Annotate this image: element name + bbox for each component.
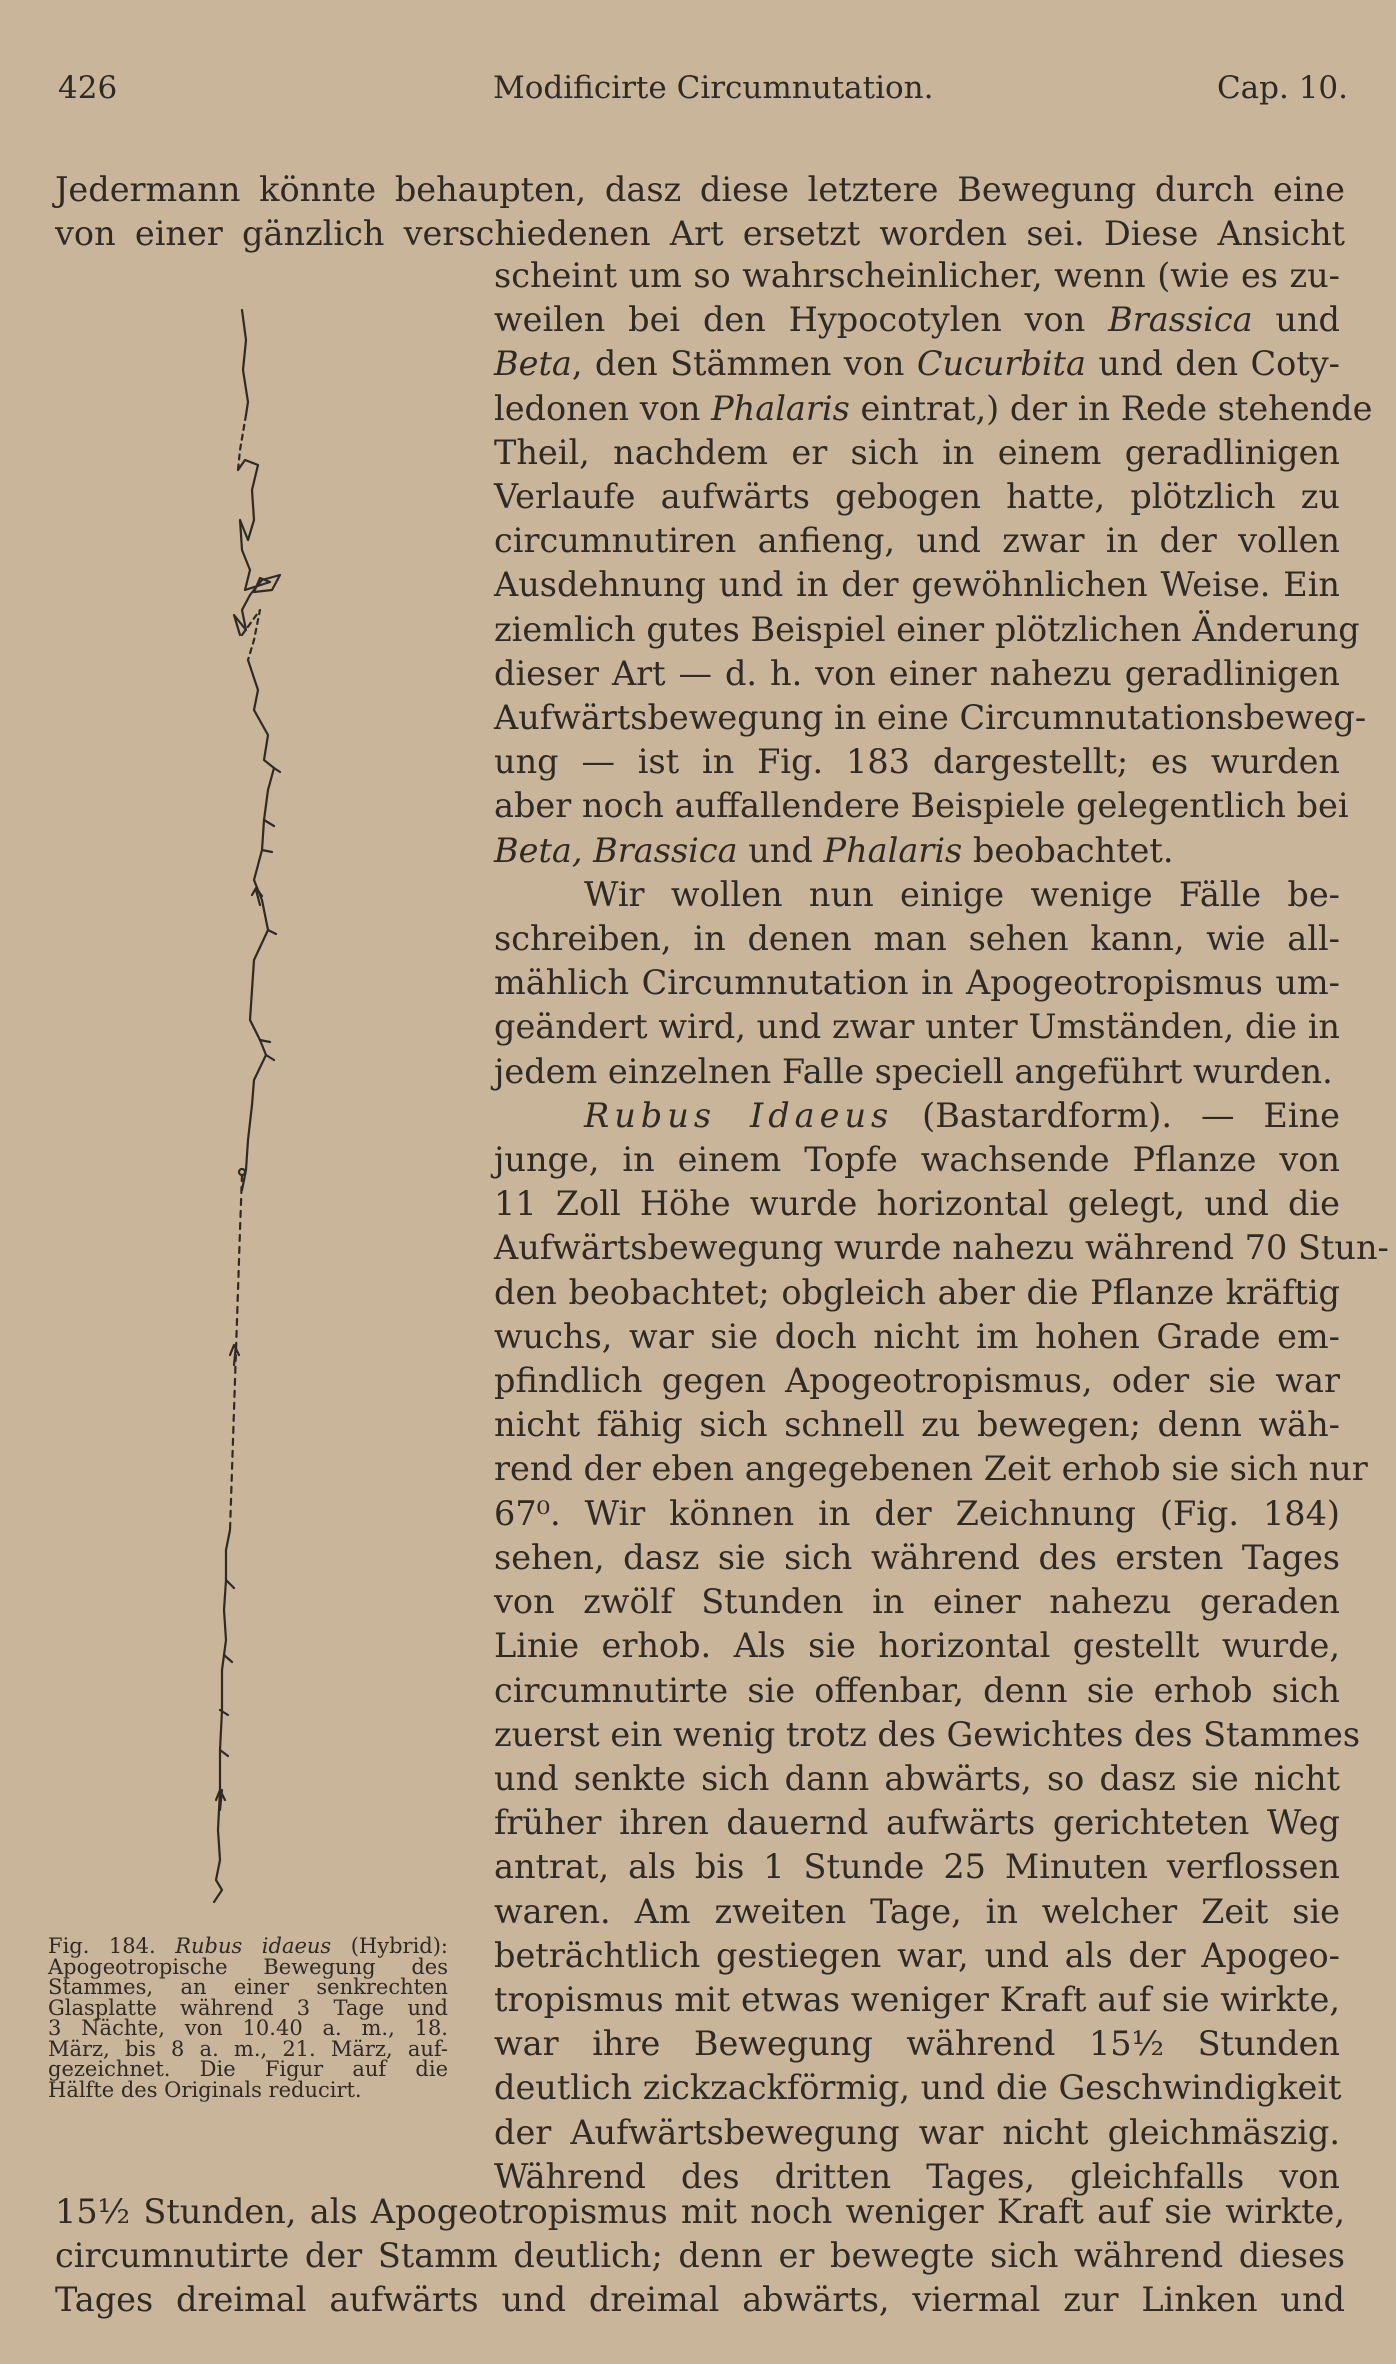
- figure-caption: [48, 1936, 448, 2100]
- text-line: zuerst ein wenig trotz des Gewichtes des Stammes: [494, 1714, 1361, 1754]
- text-line: und senkte sich dann abwärts, so dasz sie nicht: [494, 1758, 1340, 1798]
- text-line: beträchtlich gestiegen war, und als der Apogeo-: [494, 1935, 1340, 1975]
- taxon-name: Beta, Brassica: [494, 830, 738, 870]
- text-line: Beta, den Stämmen von Cucurbita und den Coty-: [494, 344, 1340, 384]
- text-line: jedem einzelnen Falle speciell angeführt wurden.: [494, 1051, 1333, 1091]
- text-line: scheint um so wahrscheinlicher, wenn (wie es zu-: [494, 256, 1340, 295]
- text-line: Jedermann könnte behaupten, dasz diese letztere Bewegung durch eine: [55, 170, 1345, 209]
- text-line: ung — ist in Fig. 183 dargestellt; es wurden: [494, 742, 1340, 782]
- text-line: rend der eben angegebenen Zeit erhob sie sich nur: [494, 1449, 1368, 1489]
- section-taxon: Rubus Idaeus: [584, 1095, 894, 1135]
- text-line: Linie erhob. Als sie horizontal gestellt wurde,: [494, 1626, 1340, 1666]
- text-line: Theil, nachdem er sich in einem geradlinigen: [494, 432, 1340, 472]
- text-line: waren. Am zweiten Tage, in welcher Zeit sie: [494, 1891, 1340, 1931]
- text-line: Tages dreimal aufwärts und dreimal abwärts, viermal zur Linken und: [55, 2280, 1345, 2319]
- caption-line: Apogeotropische Bewegung des: [48, 1954, 448, 1979]
- top-paragraph: [55, 168, 1345, 256]
- running-header: [58, 70, 1348, 120]
- trace-segment: [242, 310, 248, 415]
- caption-line: Stammes, an einer senkrechten: [48, 1975, 448, 1999]
- text-line: von einer gänzlich verschiedenen Art ersetzt worden sei. Diese Ansicht: [55, 214, 1345, 253]
- text-line: aber noch auffallendere Beispiele gelegentlich bei: [494, 786, 1349, 826]
- figure-184-drawing: [150, 290, 390, 1910]
- trace-segment: [242, 660, 274, 1190]
- text-line: deutlich zickzackförmig, und die Geschwindigkeit: [494, 2068, 1342, 2108]
- text-line: junge, in einem Topfe wachsende Pflanze von: [494, 1140, 1340, 1180]
- text-line: dieser Art — d. h. von einer nahezu geradlinigen: [494, 653, 1340, 693]
- taxon-name: Cucurbita: [916, 344, 1086, 384]
- text-line: früher ihren dauernd aufwärts gerichteten Weg: [494, 1803, 1340, 1843]
- caption-line: gezeichnet. Die Figur auf die: [48, 2057, 448, 2081]
- text-line: tropismus mit etwas weniger Kraft auf sie wirkte,: [494, 1979, 1340, 2019]
- caption-taxon: Rubus idaeus: [175, 1934, 332, 1958]
- text-line: circumnutirte der Stamm deutlich; denn er bewegte sich während dieses: [55, 2236, 1345, 2275]
- taxon-name: Phalaris: [711, 388, 850, 428]
- text-line: Ausdehnung und in der gewöhnlichen Weise. Ein: [494, 565, 1340, 605]
- bottom-paragraph: [55, 2190, 1345, 2322]
- trace-segment: [234, 460, 280, 635]
- text-line: weilen bei den Hypocotylen von Brassica und: [494, 300, 1340, 340]
- text-line: Aufwärtsbewegung in eine Circumnutationsbeweg-: [494, 698, 1367, 738]
- text-line: circumnutiren anfieng, und zwar in der vollen: [494, 521, 1340, 561]
- text-column: [494, 254, 1389, 2199]
- text-line: antrat, als bis 1 Stunde 25 Minuten verflossen: [494, 1847, 1340, 1887]
- text-line: geändert wird, und zwar unter Umständen, die in: [494, 1007, 1340, 1047]
- caption-line: März, bis 8 a. m., 21. März, auf-: [48, 2036, 448, 2061]
- taxon-name: Beta: [494, 344, 572, 384]
- caption-line: 3 Nächte, von 10.40 a. m., 18.: [48, 2016, 448, 2040]
- text-line: 15½ Stunden, als Apogeotropismus mit noch weniger Kraft auf sie wirkte,: [55, 2192, 1345, 2231]
- text-line: Verlaufe aufwärts gebogen hatte, plötzlich zu: [494, 477, 1340, 517]
- text-line: schreiben, in denen man sehen kann, wie all-: [494, 919, 1340, 959]
- text-line: ledonen von Phalaris eintrat,) der in Rede stehende: [494, 388, 1373, 428]
- taxon-name: Phalaris: [823, 830, 963, 870]
- text-line: mählich Circumnutation in Apogeotropismus um-: [494, 963, 1340, 1003]
- text-line: von zwölf Stunden in einer nahezu geraden: [494, 1582, 1340, 1622]
- text-line: Wir wollen nun einige wenige Fälle be-: [584, 874, 1340, 914]
- text-line: Aufwärtsbewegung wurde nahezu während 70 Stun-: [494, 1228, 1389, 1268]
- page-number: 426: [58, 70, 118, 106]
- text-line: der Aufwärtsbewegung war nicht gleichmäszig.: [494, 2112, 1340, 2152]
- text-line: ziemlich gutes Beispiel einer plötzlichen Änderung: [494, 609, 1360, 649]
- text-line: pfindlich gegen Apogeotropismus, oder sie war: [494, 1361, 1340, 1401]
- text-line: Während des dritten Tages, gleichfalls von: [494, 2156, 1340, 2196]
- chapter-label: Cap. 10.: [1216, 70, 1348, 106]
- section-heading-line: Rubus Idaeus (Bastardform). — Eine: [584, 1095, 1340, 1135]
- text-line: nicht fähig sich schnell zu bewegen; denn wäh-: [494, 1405, 1340, 1445]
- text-line: wuchs, war sie doch nicht im hohen Grade em-: [494, 1316, 1340, 1356]
- text-line: war ihre Bewegung während 15½ Stunden: [494, 2024, 1340, 2064]
- running-title: Modificirte Circumnutation.: [493, 70, 934, 106]
- text-line: den beobachtet; obgleich aber die Pflanze kräftig: [494, 1272, 1340, 1312]
- taxon-name: Brassica: [1108, 300, 1253, 340]
- caption-line: Fig. 184. Rubus idaeus (Hybrid):: [48, 1934, 448, 1958]
- text-line: circumnutirte sie offenbar, denn sie erhob sich: [494, 1670, 1340, 1710]
- text-line: Beta, Brassica und Phalaris beobachtet.: [494, 830, 1174, 870]
- text-line: 67⁰. Wir können in der Zeichnung (Fig. 184): [494, 1493, 1340, 1533]
- text-line: sehen, dasz sie sich während des ersten Tages: [494, 1537, 1340, 1577]
- trace-segment: [242, 610, 260, 660]
- tick-mark: [220, 768, 280, 1756]
- arrow-mark: [216, 1790, 225, 1810]
- caption-line: Glasplatte während 3 Tage und: [48, 1995, 448, 2020]
- caption-line: Hälfte des Originals reducirt.: [48, 2077, 362, 2102]
- text-line: 11 Zoll Höhe wurde horizontal gelegt, und die: [494, 1184, 1340, 1224]
- arrow-mark: [230, 1345, 239, 1365]
